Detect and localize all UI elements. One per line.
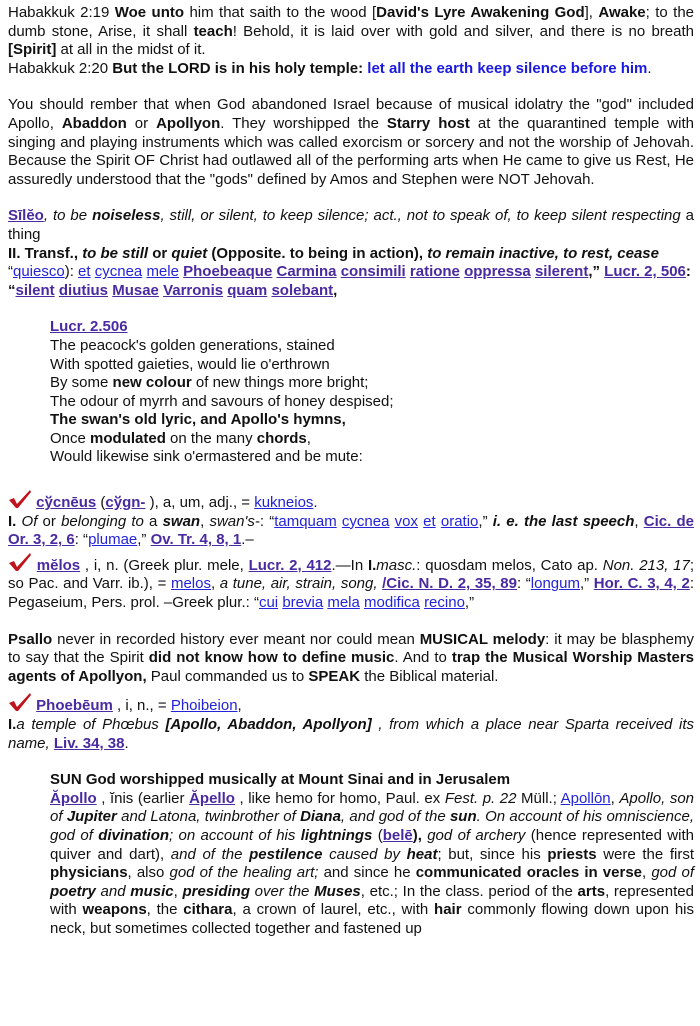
text-phoebeum-t1: , i, n., =	[112, 697, 171, 715]
text-sileo-q4: ,”	[588, 263, 605, 281]
text-hab220-t4: .	[647, 59, 652, 77]
link-recino[interactable]: recino	[424, 594, 465, 612]
text-apollo-t15: lightnings	[300, 826, 373, 844]
text-cycneus-l2j: ,”	[478, 512, 493, 530]
link-cygn[interactable]: cўgn-	[105, 494, 146, 512]
text-melos-t6: Non.	[602, 556, 635, 574]
text-poem-l6d: chords	[256, 429, 307, 447]
text-psallo-t7: trap the Musical Worship Masters agents of Apollyon,	[8, 649, 694, 685]
text-apollo-t42: arts	[577, 882, 606, 900]
text-apollo-t3: Fest. p. 22	[444, 789, 517, 807]
text-cycneus-l2i: : “	[259, 512, 275, 530]
link-quam[interactable]: quam	[227, 281, 268, 299]
text-apollo-t35: and	[95, 882, 131, 900]
link-vox[interactable]: vox	[394, 512, 418, 530]
link-brevia[interactable]: brevia	[282, 594, 324, 612]
text-poem-l5a: The	[50, 411, 81, 429]
text-hab219-t10: no breath	[628, 22, 694, 40]
text-apollo-t8: and Latona, twinbrother of	[116, 808, 301, 826]
text-hab219-t7: to the dumb stone, Arise, it shall	[8, 4, 695, 40]
text-apollo-t27: physicians	[50, 864, 128, 882]
text-psallo-t2: never in recorded history ever meant nor could mean	[52, 630, 420, 648]
link-silerent[interactable]: silerent	[534, 263, 589, 281]
checkmark-icon	[8, 552, 32, 572]
text-apollo-t16: (	[372, 826, 383, 844]
link-ratione[interactable]: ratione	[409, 263, 460, 281]
text-para1-t1: You should rember that when God abandoned Israel because of musical idolatry the "god" included Apollo,	[8, 96, 694, 132]
habakkuk-2-19	[8, 4, 694, 60]
text-poem-l3a: By some	[50, 374, 113, 392]
text-hab219-t6: ;	[645, 4, 650, 21]
text-apollo-t48: hair	[434, 901, 462, 919]
entry-phoebeum	[8, 692, 694, 716]
text-sileo-t4: silent	[218, 207, 254, 225]
text-hab220-ref: Habakkuk 2:20	[8, 59, 109, 77]
link-musae[interactable]: Musae	[112, 281, 159, 299]
text-sileo-t5: , to keep silence;	[253, 207, 374, 225]
text-melos-t7: 213, 17	[639, 556, 690, 574]
cycneus-headword[interactable]: cўcnēus	[36, 494, 97, 512]
text-apollo-t13: divination	[98, 826, 170, 844]
text-melos-t5: : quosdam melos, Cato ap.	[416, 556, 603, 574]
text-psallo-t1: Psallo	[8, 630, 53, 648]
text-apollo-t9: Diana	[300, 808, 341, 826]
link-lucr-2-412[interactable]: Lucr. 2, 412	[248, 556, 332, 574]
link-liv[interactable]: Liv. 34, 38	[53, 734, 125, 752]
paragraph-psallo	[8, 631, 694, 687]
link-modifica[interactable]: modifica	[364, 594, 420, 612]
text-cycneus-t1: (	[96, 494, 106, 512]
text-phoebeum-l2a: I.	[8, 716, 17, 733]
text-cycneus-l2c: or	[37, 512, 62, 530]
text-psallo-t9: SPEAK	[308, 667, 361, 685]
text-apollo-t29: god of the healing art;	[169, 864, 319, 882]
text-poem-l6a: Once	[50, 429, 91, 447]
text-psallo-t5: did not know how to define music	[148, 649, 395, 667]
text-apollo-t33: god of	[651, 864, 694, 882]
link-bele[interactable]: belē	[382, 826, 413, 844]
text-melos-t13: : Pegaseium, Pers. prol. –Greek plur.: “	[8, 575, 694, 612]
text-hab219-t8: teach	[193, 22, 233, 40]
text-cycneus-l2e: a	[143, 512, 163, 530]
text-sileo-l2b: to be still	[82, 244, 149, 262]
text-apollo-t31: communicated oracles in verse	[415, 864, 643, 882]
text-apollo-t11: sun	[449, 808, 477, 826]
text-para1-t2: Abaddon	[61, 114, 127, 132]
text-sileo-l2e: (Opposite. to being in action),	[207, 244, 428, 262]
text-apollo-t2: , like hemo for homo, Paul. ex	[234, 789, 445, 807]
link-consimili[interactable]: consimili	[340, 263, 406, 281]
text-sileo-q5: : “	[8, 263, 691, 299]
text-hab219-t2: him that saith to the wood [	[184, 4, 377, 21]
link-et-2[interactable]: et	[423, 512, 436, 530]
text-sileo-l2d: quiet	[171, 244, 208, 262]
text-poem-l1: The peacock's golden generations, stained	[50, 336, 335, 354]
text-apollo-t32: ,	[642, 864, 652, 882]
text-apollo-t22: caused by	[329, 845, 407, 863]
text-cycneus-l2g: ,	[200, 512, 210, 530]
link-oratio[interactable]: oratio	[440, 512, 479, 530]
text-cycneus-l2l: ,	[634, 512, 639, 530]
link-melos[interactable]: melos	[170, 575, 211, 593]
habakkuk-2-20	[8, 60, 694, 79]
text-poem-l6c: on the many	[165, 429, 257, 447]
text-hab219-t11: [Spirit]	[8, 41, 57, 59]
link-mele[interactable]: mele	[146, 263, 179, 281]
text-melos-t8: ; so Pac. and Varr. ib.), =	[8, 556, 695, 593]
link-mela[interactable]: mela	[327, 594, 360, 612]
text-poem-l6b: modulated	[90, 429, 166, 447]
text-melos-t2: .—In	[331, 556, 368, 574]
link-phoibeion[interactable]: Phoibeion	[170, 697, 238, 715]
entry-melos: mĕlos , i, n. (Greek plur. mele, Lucr. 2, 412.—In I.masc.: quosdam melos, Cato ap. Non. 213, 17; so Pac. and Varr. ib.), = melos, a tune, air, strain, song, /Cic. N. D. 2, 35, 89: “longum,” Hor. C. 3, 4, 2: Pegaseium, Pers. prol. –Greek plur.: “cui brevia mela modifica recino,”	[8, 552, 694, 613]
text-melos-t4: masc.	[376, 556, 417, 574]
text-cycneus-l3b: ,”	[137, 531, 151, 549]
link-cui[interactable]: cui	[258, 594, 279, 612]
link-phoebeaque[interactable]: Phoebeaque	[183, 263, 273, 281]
link-cycnea-2[interactable]: cycnea	[341, 512, 390, 530]
text-melos-t12: ,”	[579, 575, 594, 593]
link-et[interactable]: et	[78, 263, 91, 281]
text-sileo-t8: a thing	[8, 207, 695, 243]
text-apollo-t4: Müll.;	[516, 789, 561, 807]
text-apollo-t46: cithara	[183, 901, 233, 919]
text-apollo-t45: , the	[146, 901, 184, 919]
text-poem-l5b: swan's old lyric, and Apollo's hymns,	[80, 411, 346, 429]
text-phoebeum-l2d: , from which a place near Sparta received its name,	[8, 716, 695, 752]
text-apollo-t49: commonly flowing down upon his neck, but sometimes collected together and fastened up	[50, 901, 695, 937]
text-apollo-t19: (hence represented with quiver and dart),	[50, 826, 694, 863]
text-apollo-t28: , also	[127, 864, 170, 882]
text-phoebeum-l2b: a temple of Phœbus	[16, 716, 166, 733]
text-sileo-t2: noiseless	[92, 207, 161, 225]
text-cycneus-l2d: belonging to	[61, 512, 144, 530]
text-melos-t11: :	[516, 575, 522, 593]
text-apollo-t40: Muses	[314, 882, 361, 900]
text-psallo-t8: Paul commanded us to	[146, 667, 309, 685]
link-silent[interactable]: silent	[15, 281, 55, 299]
checkmark-icon	[8, 489, 32, 509]
text-poem-l3c: of new things more bright;	[191, 374, 369, 392]
text-apollo-t47: , a crown of laurel, etc., with	[232, 901, 435, 919]
text-cycneus-t3: ), a, um, adj., =	[145, 494, 255, 512]
text-apollo-t43: , represented with	[50, 882, 694, 919]
apollo-definition	[50, 790, 694, 939]
link-apollo[interactable]: Ăpollo	[50, 789, 97, 807]
text-melos-t1: , i, n. (Greek plur. mele,	[80, 556, 249, 574]
text-apollo-t36: music	[130, 882, 174, 900]
paragraph-musical-idolatry	[8, 96, 694, 189]
text-apollo-t12: . On account of his omniscience, god of	[50, 808, 695, 844]
verse-ref: Habakkuk 2:19	[8, 4, 110, 21]
text-apollo-t34: poetry	[50, 882, 96, 900]
text-poem-l4: The odour of myrrh and savours of honey despised;	[50, 392, 394, 410]
text-poem-l3b: new colour	[112, 374, 192, 392]
link-apello[interactable]: Ăpello	[189, 789, 235, 807]
text-cycneus-l2f: swan	[162, 512, 201, 530]
text-para1-t3: or	[126, 114, 157, 132]
text-melos-t3: I.	[367, 556, 377, 574]
text-hab219-t3: David's Lyre Awakening God	[376, 4, 585, 21]
text-melos-t10: a tune, air, strain, song,	[219, 575, 383, 593]
text-apollo-t37: ,	[173, 882, 183, 900]
link-diutius[interactable]: diutius	[58, 281, 109, 299]
text-cycneus-l2a: I.	[8, 512, 22, 530]
text-para1-t4: Apollyon	[156, 114, 221, 132]
text-hab219-t12: at all in the midst of it.	[56, 41, 206, 59]
link-plumae[interactable]: plumae	[88, 531, 138, 549]
text-hab220-t2: :	[358, 59, 368, 77]
text-apollo-t38: presiding	[182, 882, 250, 900]
poem-block	[50, 318, 694, 467]
text-hab219-t9: ! Behold, it is laid over with gold and silver, and there is	[232, 22, 623, 40]
text-apollo-t41: , etc.; In the class. period of the	[360, 882, 578, 900]
link-cycnea[interactable]: cycnea	[94, 263, 143, 281]
link-cic-n-d[interactable]: /Cic. N. D. 2, 35, 89	[382, 575, 517, 593]
text-apollo-t21: pestilence	[249, 845, 323, 863]
text-para1-t6: Starry host	[386, 114, 470, 132]
entry-sileo	[8, 207, 694, 244]
sileo-headword[interactable]: Sīlĕo	[8, 207, 44, 225]
text-sileo-t7: , not to speak of, to keep silent respecting	[397, 207, 681, 225]
text-sileo-l2c: or	[148, 244, 172, 262]
text-cycneus-l2b: Of	[21, 512, 38, 530]
text-para1-t7: at the quarantined temple with singing and playing instruments which was called exorcism or sorcery and not the worship of Jehovah. Because the Spirit OF Christ had outlawed all of the performing arts when He came to give us Rest, He assuredly understood that the "gods" defined by Amos and Stephen were NOT Jehovah.	[8, 114, 694, 188]
text-phoebeum-t2: ,	[237, 697, 242, 715]
text-sileo-l2a: II. Transf.,	[8, 244, 83, 262]
text-apollo-t5: ,	[610, 789, 615, 807]
text-psallo-t10: the Biblical material.	[360, 667, 499, 685]
link-tamquam[interactable]: tamquam	[274, 512, 337, 530]
text-hab219-t4: ],	[584, 4, 599, 21]
text-apollo-t26: were the first	[596, 845, 694, 863]
text-poem-l6e: ,	[306, 429, 311, 447]
text-cycneus-l3a: : “	[74, 531, 89, 549]
text-cycneus-l3c: .–	[241, 531, 254, 549]
text-sileo-t6: act.	[373, 207, 398, 225]
apollo-block	[50, 771, 694, 938]
text-apollo-t20: and of the	[170, 845, 250, 863]
text-hab220-t3: let all the earth keep silence before him	[367, 59, 648, 77]
link-ov-tr[interactable]: Ov. Tr. 4, 8, 1	[150, 531, 242, 549]
entry-cycneus	[8, 489, 694, 513]
link-solebant[interactable]: solebant	[271, 281, 334, 299]
text-apollo-t1: , ĭnis (earlier	[96, 789, 190, 807]
text-psallo-t4: : it may be blasphemy to say that the Spirit	[8, 630, 694, 667]
link-apollon[interactable]: Apollōn	[560, 789, 611, 807]
text-sileo-q6: ,	[333, 281, 338, 299]
link-poem-ref[interactable]: Lucr. 2.506	[50, 318, 128, 336]
text-psallo-t6: . And to	[394, 649, 452, 667]
text-sileo-l2f: to remain inactive, to rest, cease	[427, 244, 659, 262]
entry-sileo-transf	[8, 245, 694, 264]
melos-headword[interactable]: mĕlos	[36, 556, 81, 574]
text-apollo-t18: god of archery	[427, 826, 526, 844]
text-apollo-t7: Jupiter	[66, 808, 117, 826]
text-sileo-t3: , still, or	[160, 207, 219, 225]
text-hab219-t5: Awake	[598, 4, 646, 21]
text-sileo-q1: “	[8, 263, 13, 281]
text-apollo-t6: Apollo, son of	[50, 789, 694, 826]
text-apollo-t44: weapons	[82, 901, 147, 919]
text-phoebeum-l2c: [Apollo, Abaddon, Apollyon]	[165, 716, 372, 733]
text-para1-t5: . They worshipped the	[220, 114, 387, 132]
text-cycneus-l2h: swan's-	[209, 512, 260, 530]
link-quiesco[interactable]: quiesco	[13, 263, 65, 281]
link-hor-c[interactable]: Hor. C. 3, 4, 2	[593, 575, 690, 593]
entry-sileo-citation	[8, 263, 694, 300]
text-apollo-t25: priests	[547, 845, 597, 863]
text-apollo-t14: ; on account of his	[169, 826, 301, 844]
text-poem-l2: With spotted gaieties, would lie o'erthrown	[50, 355, 330, 373]
text-apollo-t10: , and god of the	[340, 808, 450, 826]
text-sileo-q3: ):	[64, 263, 79, 281]
link-kukneios[interactable]: kukneios	[254, 494, 314, 512]
link-varronis[interactable]: Varronis	[163, 281, 224, 299]
text-hab219-t1: Woe unto	[114, 4, 185, 21]
entry-cycneus-def	[8, 513, 694, 550]
text-cycneus-t5: .	[313, 494, 318, 512]
link-oppressa[interactable]: oppressa	[464, 263, 531, 281]
phoebeum-headword[interactable]: Phoebēum	[36, 697, 113, 715]
text-apollo-t23: heat	[406, 845, 438, 863]
text-hab220-t1: But the LORD is in his holy temple	[112, 59, 359, 77]
link-lucr-2-506[interactable]: Lucr. 2, 506	[604, 263, 686, 281]
text-cycneus-l2k: i. e. the last speech	[492, 512, 635, 530]
text-apollo-t24: ; but, since his	[437, 845, 548, 863]
text-melos-t9: ,	[210, 575, 220, 593]
checkmark-icon	[8, 692, 32, 712]
link-longum[interactable]: longum	[530, 575, 580, 593]
text-melos-t14: ,”	[464, 594, 475, 612]
text-psallo-t3: MUSICAL melody	[419, 630, 546, 648]
text-sileo-t1: , to be	[43, 207, 93, 225]
link-carmina[interactable]: Carmina	[276, 263, 337, 281]
text-apollo-t39: over the	[249, 882, 315, 900]
text-apollo-t17: ),	[412, 826, 422, 844]
text-apollo-t30: and since he	[318, 864, 416, 882]
entry-phoebeum-def	[8, 716, 694, 753]
link-cic-de-or[interactable]: Cic. de Or. 3, 2, 6	[8, 512, 694, 549]
text-phoebeum-l2e: .	[124, 734, 129, 752]
apollo-heading: SUN God worshipped musically at Mount Sinai and in Jerusalem	[50, 771, 511, 789]
text-poem-l7: Would likewise sink o'ermastered and be mute:	[50, 448, 363, 466]
